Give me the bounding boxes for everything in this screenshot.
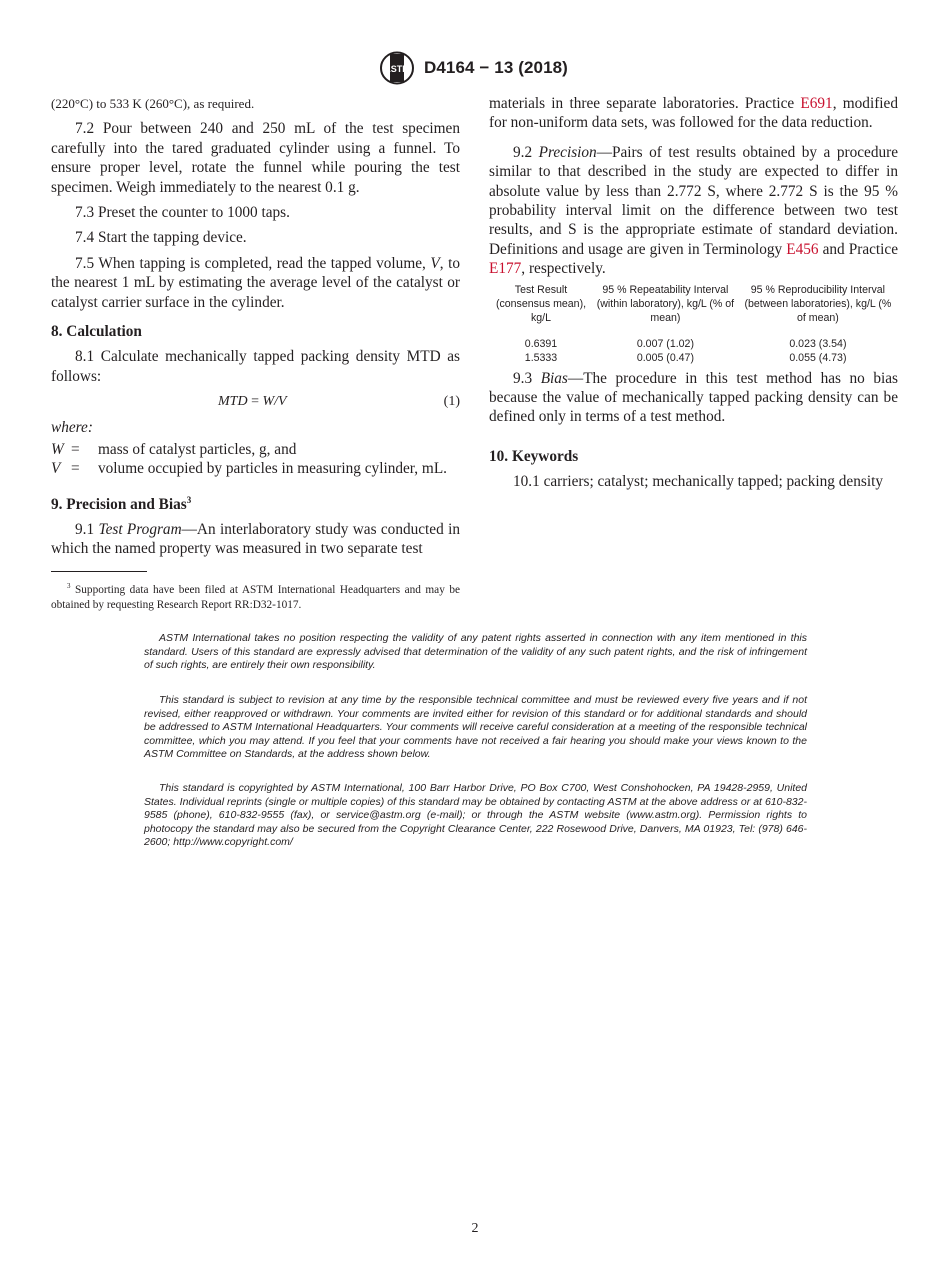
svg-text:ASTM: ASTM <box>384 64 410 74</box>
footnote-divider <box>51 571 147 572</box>
copyright-notice: This standard is copyrighted by ASTM International, 100 Barr Harbor Drive, PO Box C700, West Conshohocken, PA 19428-2959, United States. Individual reprints (single or multiple copies) of this standard may be obtained by contacting ASTM at the above address or at 610-832-9585 (phone), 610-832-9555 (fax), or service@astm.org (e-mail); or through the ASTM website (www.astm.org). Permission rights to photocopy the standard may also be secured from the Copyright Clearance Center, 222 Rosewood Drive, Danvers, MA 01923, Tel: (978) 646-2600; http://www.copyright.com/ <box>144 782 807 849</box>
paragraph-8-1: 8.1 Calculate mechanically tapped packing density MTD as follows: <box>51 348 460 385</box>
revision-notice: This standard is subject to revision at any time by the responsible technical committee and must be reviewed every five years and if not revised, either reapproved or withdrawn. Your comments are invited either for revision of this standard or for additional standards and should be addressed to ASTM International Headquarters. Your comments will receive careful consideration at a meeting of the responsible technical committee, which you may attend. If you feel that your comments have not received a fair hearing you should make your views known to the ASTM Committee on Standards, at the address shown below. <box>144 694 807 761</box>
where-label: where: <box>51 419 93 437</box>
equation-number: (1) <box>443 394 460 410</box>
table-header: Test Result (consensus mean), kg/L <box>495 283 587 324</box>
paragraph-9-2: 9.2 Precision—Pairs of test results obtained by a procedure similar to that described in the study are expected to differ in absolute value by less than 2.772 S, where 2.772 S is the 95 % probability interval limit on the difference between two test results, and S is the appropriate estimate of standard deviation. Definitions and usage are given in Terminology E456 and Practice E177, respectively. <box>489 143 898 278</box>
paragraph-9-3: 9.3 Bias—The procedure in this test method has no bias because the value of mechanically tapped packing density can be defined only in terms of a test method. <box>489 369 899 426</box>
table-row: 0.6391 0.007 (1.02) 0.023 (3.54) <box>524 337 847 350</box>
paragraph-9-1: 9.1 Test Program—An interlaboratory study was conducted in which the named property was measured in two separate test <box>51 520 460 558</box>
section-heading-9: 9. Precision and Bias$^3$ <box>51 494 192 513</box>
equation-1: MTD = W/V (1) <box>51 390 460 414</box>
left-column <box>51 94 460 559</box>
table-header: 95 % Repeatability Interval (within laboratory), kg/L (% of mean) <box>596 283 735 324</box>
paragraph-7-3: 7.3 Preset the counter to 1000 taps. <box>75 204 290 222</box>
table-header: 95 % Reproducibility Interval (between laboratories), kg/L (% of mean) <box>744 283 892 324</box>
document-id: D4164 − 13 (2018) <box>424 58 568 77</box>
footnote: $^3$ Supporting data have been filed at ASTM International Headquarters and may be obtained by requesting Research Report RR:D32-1017. <box>51 582 460 611</box>
page-number: 2 <box>471 1221 479 1236</box>
paragraph-7-5: 7.5 When tapping is completed, read the tapped volume, V, to the nearest 1 mL by estimating the average level of the catalyst or catalyst carrier surface in the cylinder. <box>51 254 460 311</box>
section-heading-8: 8. Calculation <box>51 323 142 341</box>
link-e456[interactable]: E456 <box>786 240 819 258</box>
paragraph-7-2: 7.2 Pour between 240 and 250 mL of the test specimen carefully into the tared graduated cylinder using a funnel. To ensure proper level, rotate the funnel while pouring the test specimen. Weigh immediately to the nearest 0.1 g. <box>51 120 460 196</box>
page-header <box>0 51 950 87</box>
link-e691[interactable]: E691 <box>800 95 833 112</box>
paragraph-continuation: (220°C) to 533 K (260°C), as required. <box>51 96 255 111</box>
definition-w: W = mass of catalyst particles, g, and <box>51 440 297 458</box>
table-row: 1.5333 0.005 (0.47) 0.055 (4.73) <box>524 351 847 364</box>
astm-logo-icon <box>379 51 415 85</box>
patent-notice: ASTM International takes no position respecting the validity of any patent rights asserted in connection with any item mentioned in this standard. Users of this standard are expressly advised that determination of the validity of any such patent rights, and the risk of infringement of such rights, are entirely their own responsibility. <box>144 632 807 672</box>
paragraph-10-1: 10.1 carriers; catalyst; mechanically tapped; packing density <box>513 473 883 491</box>
right-column <box>489 94 898 492</box>
paragraph-7-4: 7.4 Start the tapping device. <box>75 229 247 247</box>
definition-v: V = volume occupied by particles in measuring cylinder, mL. <box>51 460 447 478</box>
link-e177[interactable]: E177 <box>489 260 522 278</box>
paragraph-9-1-continued: materials in three separate laboratories. Practice E691, modified for non-uniform data sets, was followed for the data reduction. <box>489 95 898 132</box>
precision-table <box>489 283 898 365</box>
section-heading-10: 10. Keywords <box>489 447 579 465</box>
